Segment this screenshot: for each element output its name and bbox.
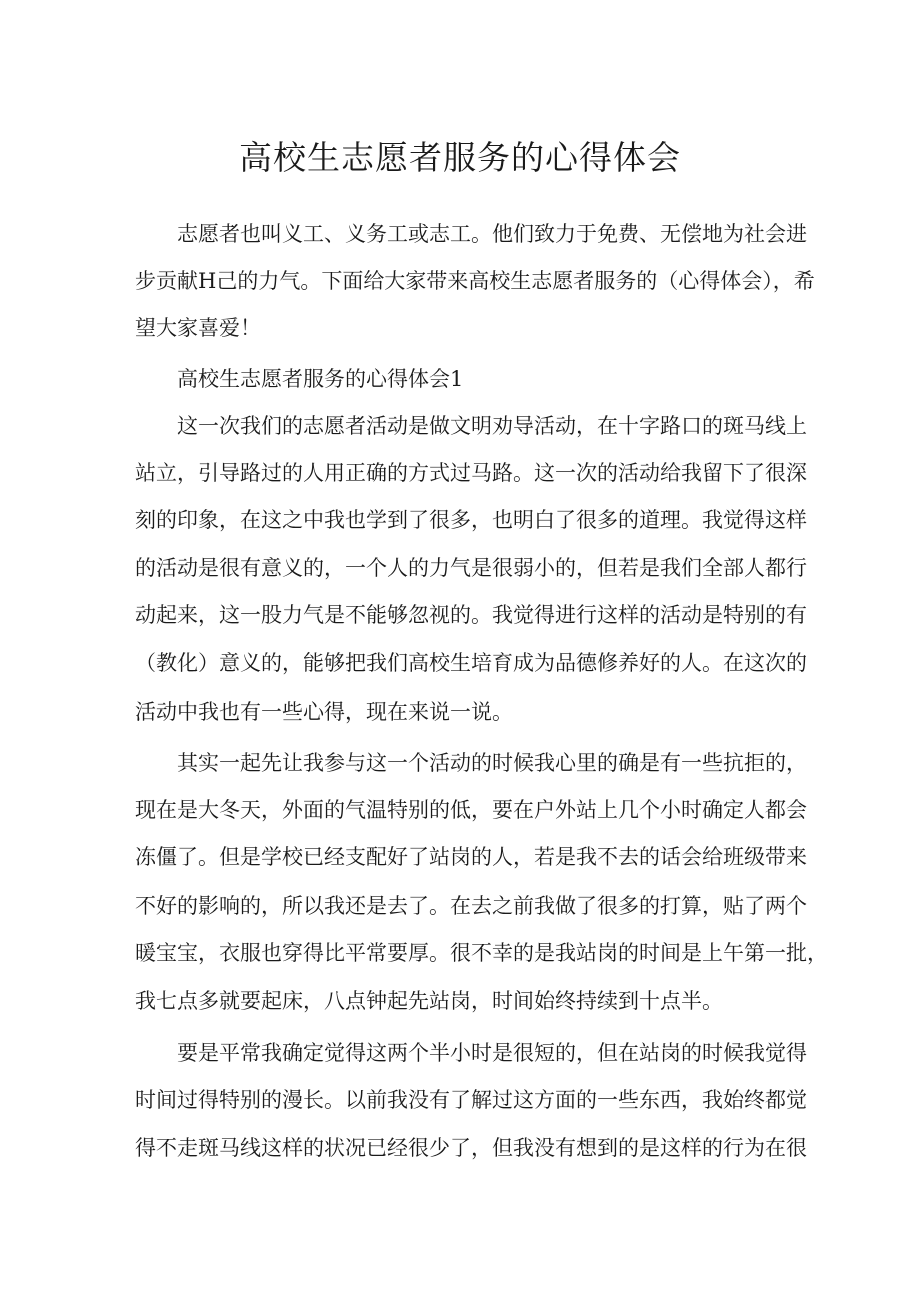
paragraph-line: 刻的印象，在这之中我也学到了很多，也明白了很多的道理。我觉得这样	[135, 508, 807, 532]
paragraph-line: 步贡献H己的力气。下面给大家带来高校生志愿者服务的（心得体会），希	[135, 269, 815, 293]
paragraph-line: （教化）意义的，能够把我们高校生培育成为品德修养好的人。在这次的	[135, 651, 807, 675]
paragraph-line: 时间过得特别的漫长。以前我没有了解过这方面的一些东西，我始终都觉	[135, 1088, 807, 1112]
paragraph-line: 的活动是很有意义的，一个人的力气是很弱小的，但若是我们全部人都行	[135, 556, 807, 580]
section-heading: 高校生志愿者服务的心得体会1	[177, 367, 464, 391]
paragraph-line: 望大家喜爱！	[135, 316, 261, 340]
paragraph-line: 我七点多就要起床，八点钟起先站岗，时间始终持续到十点半。	[135, 989, 723, 1013]
paragraph-line: 不好的影响的，所以我还是去了。在去之前我做了很多的打算，贴了两个	[135, 894, 807, 918]
paragraph-line: 动起来，这一股力气是不能够忽视的。我觉得进行这样的活动是特别的有	[135, 603, 807, 627]
paragraph-line: 这一次我们的志愿者活动是做文明劝导活动，在十字路口的斑马线上	[177, 414, 807, 438]
paragraph-line: 得不走斑马线这样的状况已经很少了，但我没有想到的是这样的行为在很	[135, 1136, 807, 1160]
paragraph-line: 其实一起先让我参与这一个活动的时候我心里的确是有一些抗拒的，	[177, 751, 807, 775]
paragraph-line: 站立，引导路过的人用正确的方式过马路。这一次的活动给我留下了很深	[135, 461, 807, 485]
document-title: 高校生志愿者服务的心得体会	[239, 138, 681, 177]
paragraph-line: 现在是大冬天，外面的气温特别的低，要在户外站上几个小时确定人都会	[135, 798, 807, 822]
paragraph-line: 暖宝宝，衣服也穿得比平常要厚。很不幸的是我站岗的时间是上午第一批，	[135, 941, 828, 965]
paragraph-line: 要是平常我确定觉得这两个半小时是很短的，但在站岗的时候我觉得	[177, 1041, 807, 1065]
paragraph-line: 冻僵了。但是学校已经支配好了站岗的人，若是我不去的话会给班级带来	[135, 845, 807, 869]
paragraph-line: 志愿者也叫义工、义务工或志工。他们致力于免费、无偿地为社会进	[177, 222, 807, 246]
paragraph-line: 活动中我也有一些心得，现在来说一说。	[135, 700, 513, 724]
